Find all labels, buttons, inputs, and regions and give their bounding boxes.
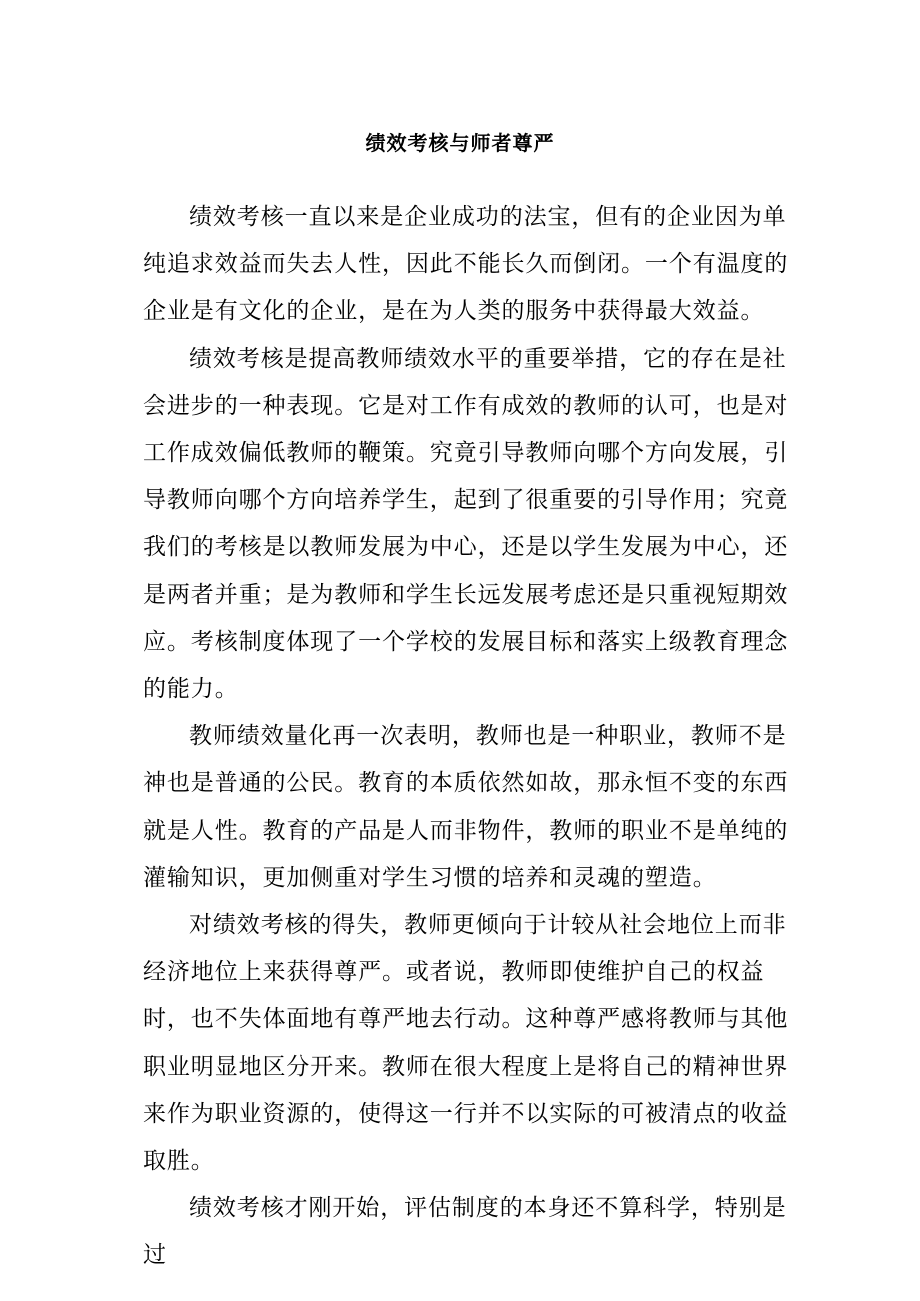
document-body — [143, 194, 803, 1280]
paragraph-2: 绩效考核是提高教师绩效水平的重要举措，它的存在是社会进步的一种表现。它是对工作有成效的教师的认可，也是对工作成效偏低教师的鞭策。究竟引导教师向哪个方向发展，引导教师向哪个方向培养学生，起到了很重要的引导作用；究竟我们的考核是以教师发展为中心，还是以学生发展为中心，还是两者并重；是为教师和学生长远发展考虑还是只重视短期效应。考核制度体现了一个学校的发展目标和落实上级教育理念的能力。 — [143, 345, 789, 703]
paragraph-5: 绩效考核才刚开始，评估制度的本身还不算科学，特别是过 — [143, 1195, 787, 1269]
paragraph-3: 教师绩效量化再一次表明，教师也是一种职业，教师不是神也是普通的公民。教育的本质依然如故，那永恒不变的东西就是人性。教育的产品是人而非物件，教师的职业不是单纯的灌输知识，更加侧重对学生习惯的培养和灵魂的塑造。 — [143, 723, 789, 891]
paragraph-4: 对绩效考核的得失，教师更倾向于计较从社会地位上而非经济地位上来获得尊严。或者说，教师即使维护自己的权益时，也不失体面地有尊严地去行动。这种尊严感将教师与其他职业明显地区分开来。教师在很大程度上是将自己的精神世界来作为职业资源的，使得这一行并不以实际的可被清点的收益取胜。 — [143, 912, 789, 1175]
paragraph-1: 绩效考核一直以来是企业成功的法宝，但有的企业因为单纯追求效益而失去人性，因此不能长久而倒闭。一个有温度的企业是有文化的企业，是在为人类的服务中获得最大效益。 — [143, 204, 789, 325]
document-title: 绩效考核与师者尊严 — [365, 131, 555, 155]
